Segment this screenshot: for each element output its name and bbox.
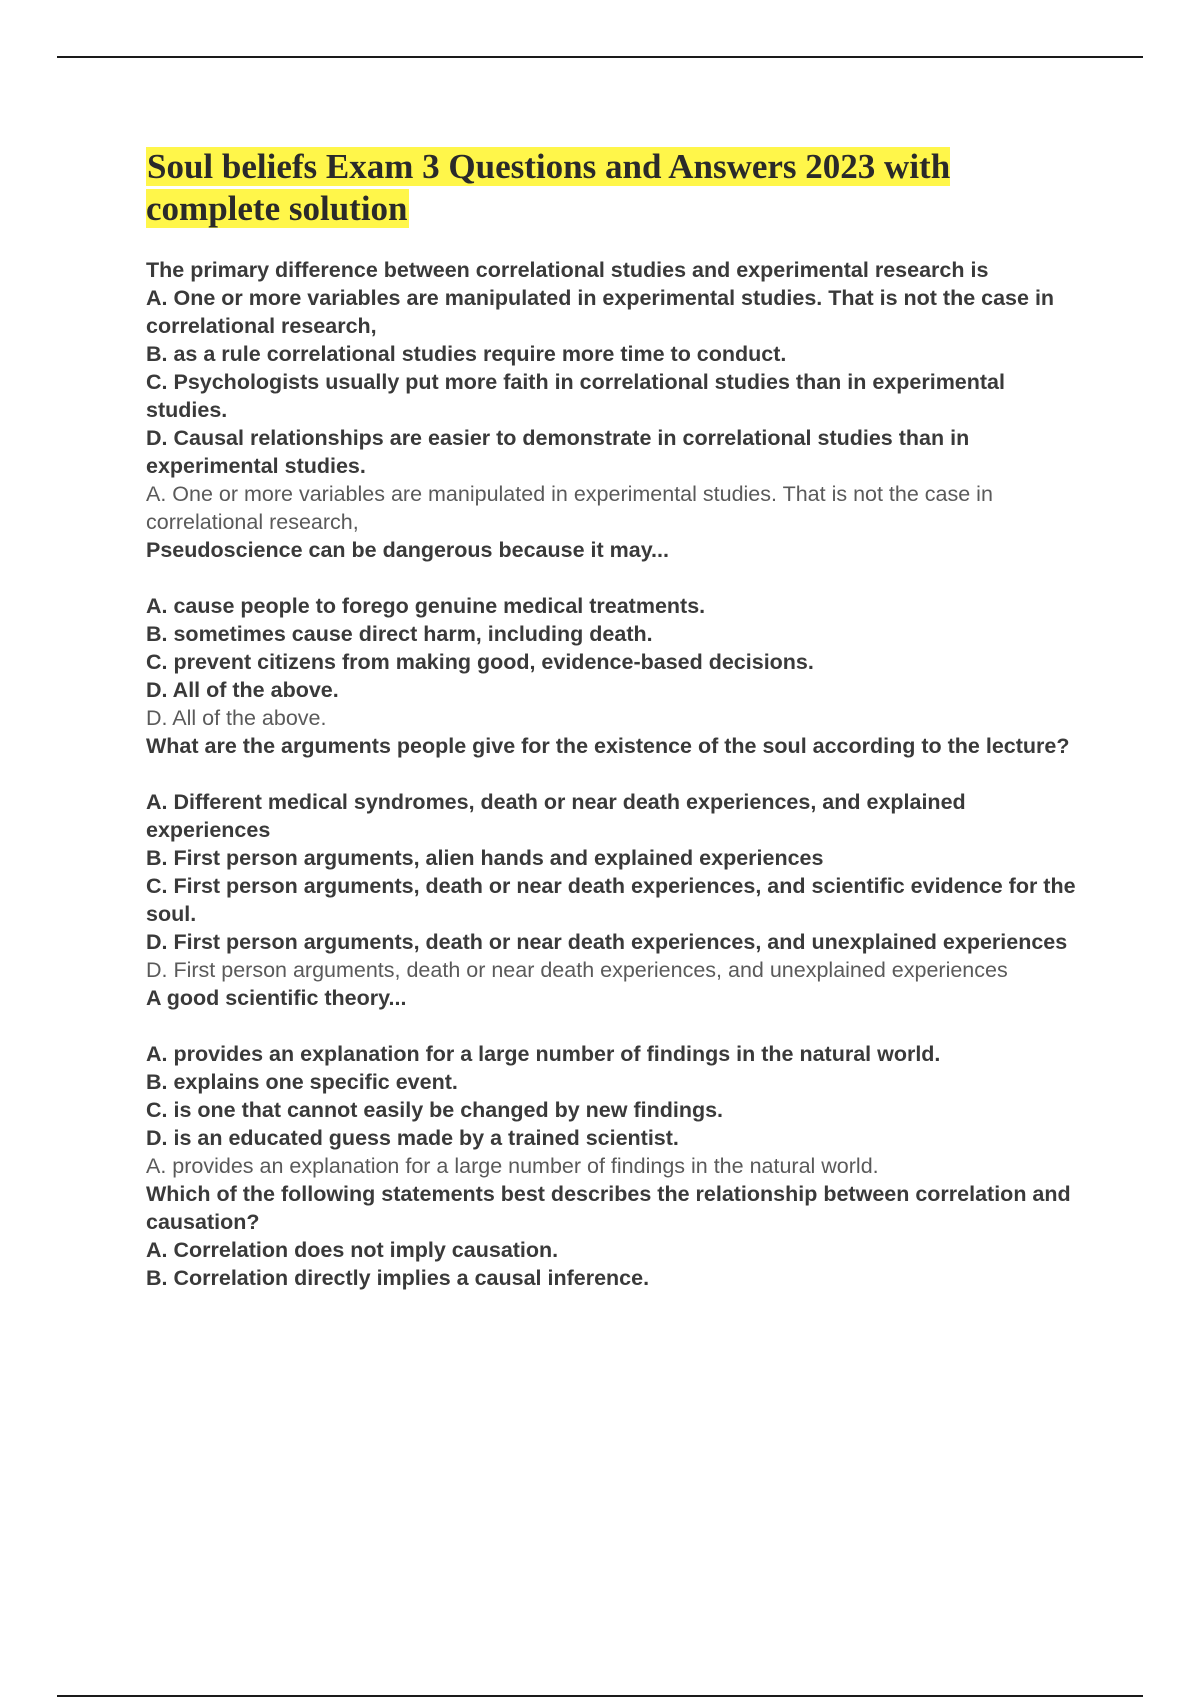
answer-option: B. as a rule correlational studies require more time to conduct. [146, 342, 787, 366]
answer-option: A. cause people to forego genuine medical treatments. [146, 594, 706, 618]
question-list [146, 256, 1086, 1292]
answer-option: C. Psychologists usually put more faith in correlational studies than in experimental studies. [146, 370, 1005, 422]
question-text: A good scientific theory... [146, 986, 407, 1010]
answer-option: A. provides an explanation for a large number of findings in the natural world. [146, 1042, 941, 1066]
answer-option: D. is an educated guess made by a trained scientist. [146, 1126, 679, 1150]
question-block [146, 984, 1086, 1180]
document-title-highlight: Soul beliefs Exam 3 Questions and Answers 2023 with complete solution [146, 147, 951, 228]
answer-option: C. First person arguments, death or near death experiences, and scientific evidence for the soul. [146, 874, 1076, 926]
answer-option: B. sometimes cause direct harm, including death. [146, 622, 653, 646]
correct-answer: D. All of the above. [146, 706, 327, 730]
question-text: The primary difference between correlational studies and experimental research is [146, 258, 989, 282]
answer-option: A. Different medical syndromes, death or near death experiences, and explained experiences [146, 790, 966, 842]
top-divider [57, 56, 1143, 58]
answer-option: A. One or more variables are manipulated in experimental studies. That is not the case in correlational research, [146, 286, 1055, 338]
blank-line [146, 760, 1086, 788]
answer-option: B. Correlation directly implies a causal inference. [146, 1266, 650, 1290]
correct-answer: A. One or more variables are manipulated in experimental studies. That is not the case in correlational research, [146, 482, 993, 534]
answer-option: B. First person arguments, alien hands and explained experiences [146, 846, 824, 870]
answer-option: A. Correlation does not imply causation. [146, 1238, 559, 1262]
blank-line [146, 1012, 1086, 1040]
question-text: Which of the following statements best describes the relationship between correlation and causation? [146, 1182, 1071, 1234]
correct-answer: D. First person arguments, death or near death experiences, and unexplained experiences [146, 958, 1008, 982]
blank-line [146, 564, 1086, 592]
document-title [146, 146, 1086, 230]
answer-option: D. Causal relationships are easier to demonstrate in correlational studies than in experimental studies. [146, 426, 970, 478]
question-block [146, 536, 1086, 732]
bottom-divider [57, 1695, 1143, 1697]
question-block [146, 256, 1086, 536]
question-text: What are the arguments people give for the existence of the soul according to the lecture? [146, 734, 1070, 758]
question-block [146, 732, 1086, 984]
question-text: Pseudoscience can be dangerous because it may... [146, 538, 669, 562]
answer-option: C. is one that cannot easily be changed by new findings. [146, 1098, 724, 1122]
answer-option: D. First person arguments, death or near death experiences, and unexplained experiences [146, 930, 1068, 954]
answer-option: C. prevent citizens from making good, evidence-based decisions. [146, 650, 814, 674]
answer-option: B. explains one specific event. [146, 1070, 458, 1094]
question-block [146, 1180, 1086, 1292]
answer-option: D. All of the above. [146, 678, 339, 702]
correct-answer: A. provides an explanation for a large number of findings in the natural world. [146, 1154, 879, 1178]
document-body [146, 146, 1086, 1292]
